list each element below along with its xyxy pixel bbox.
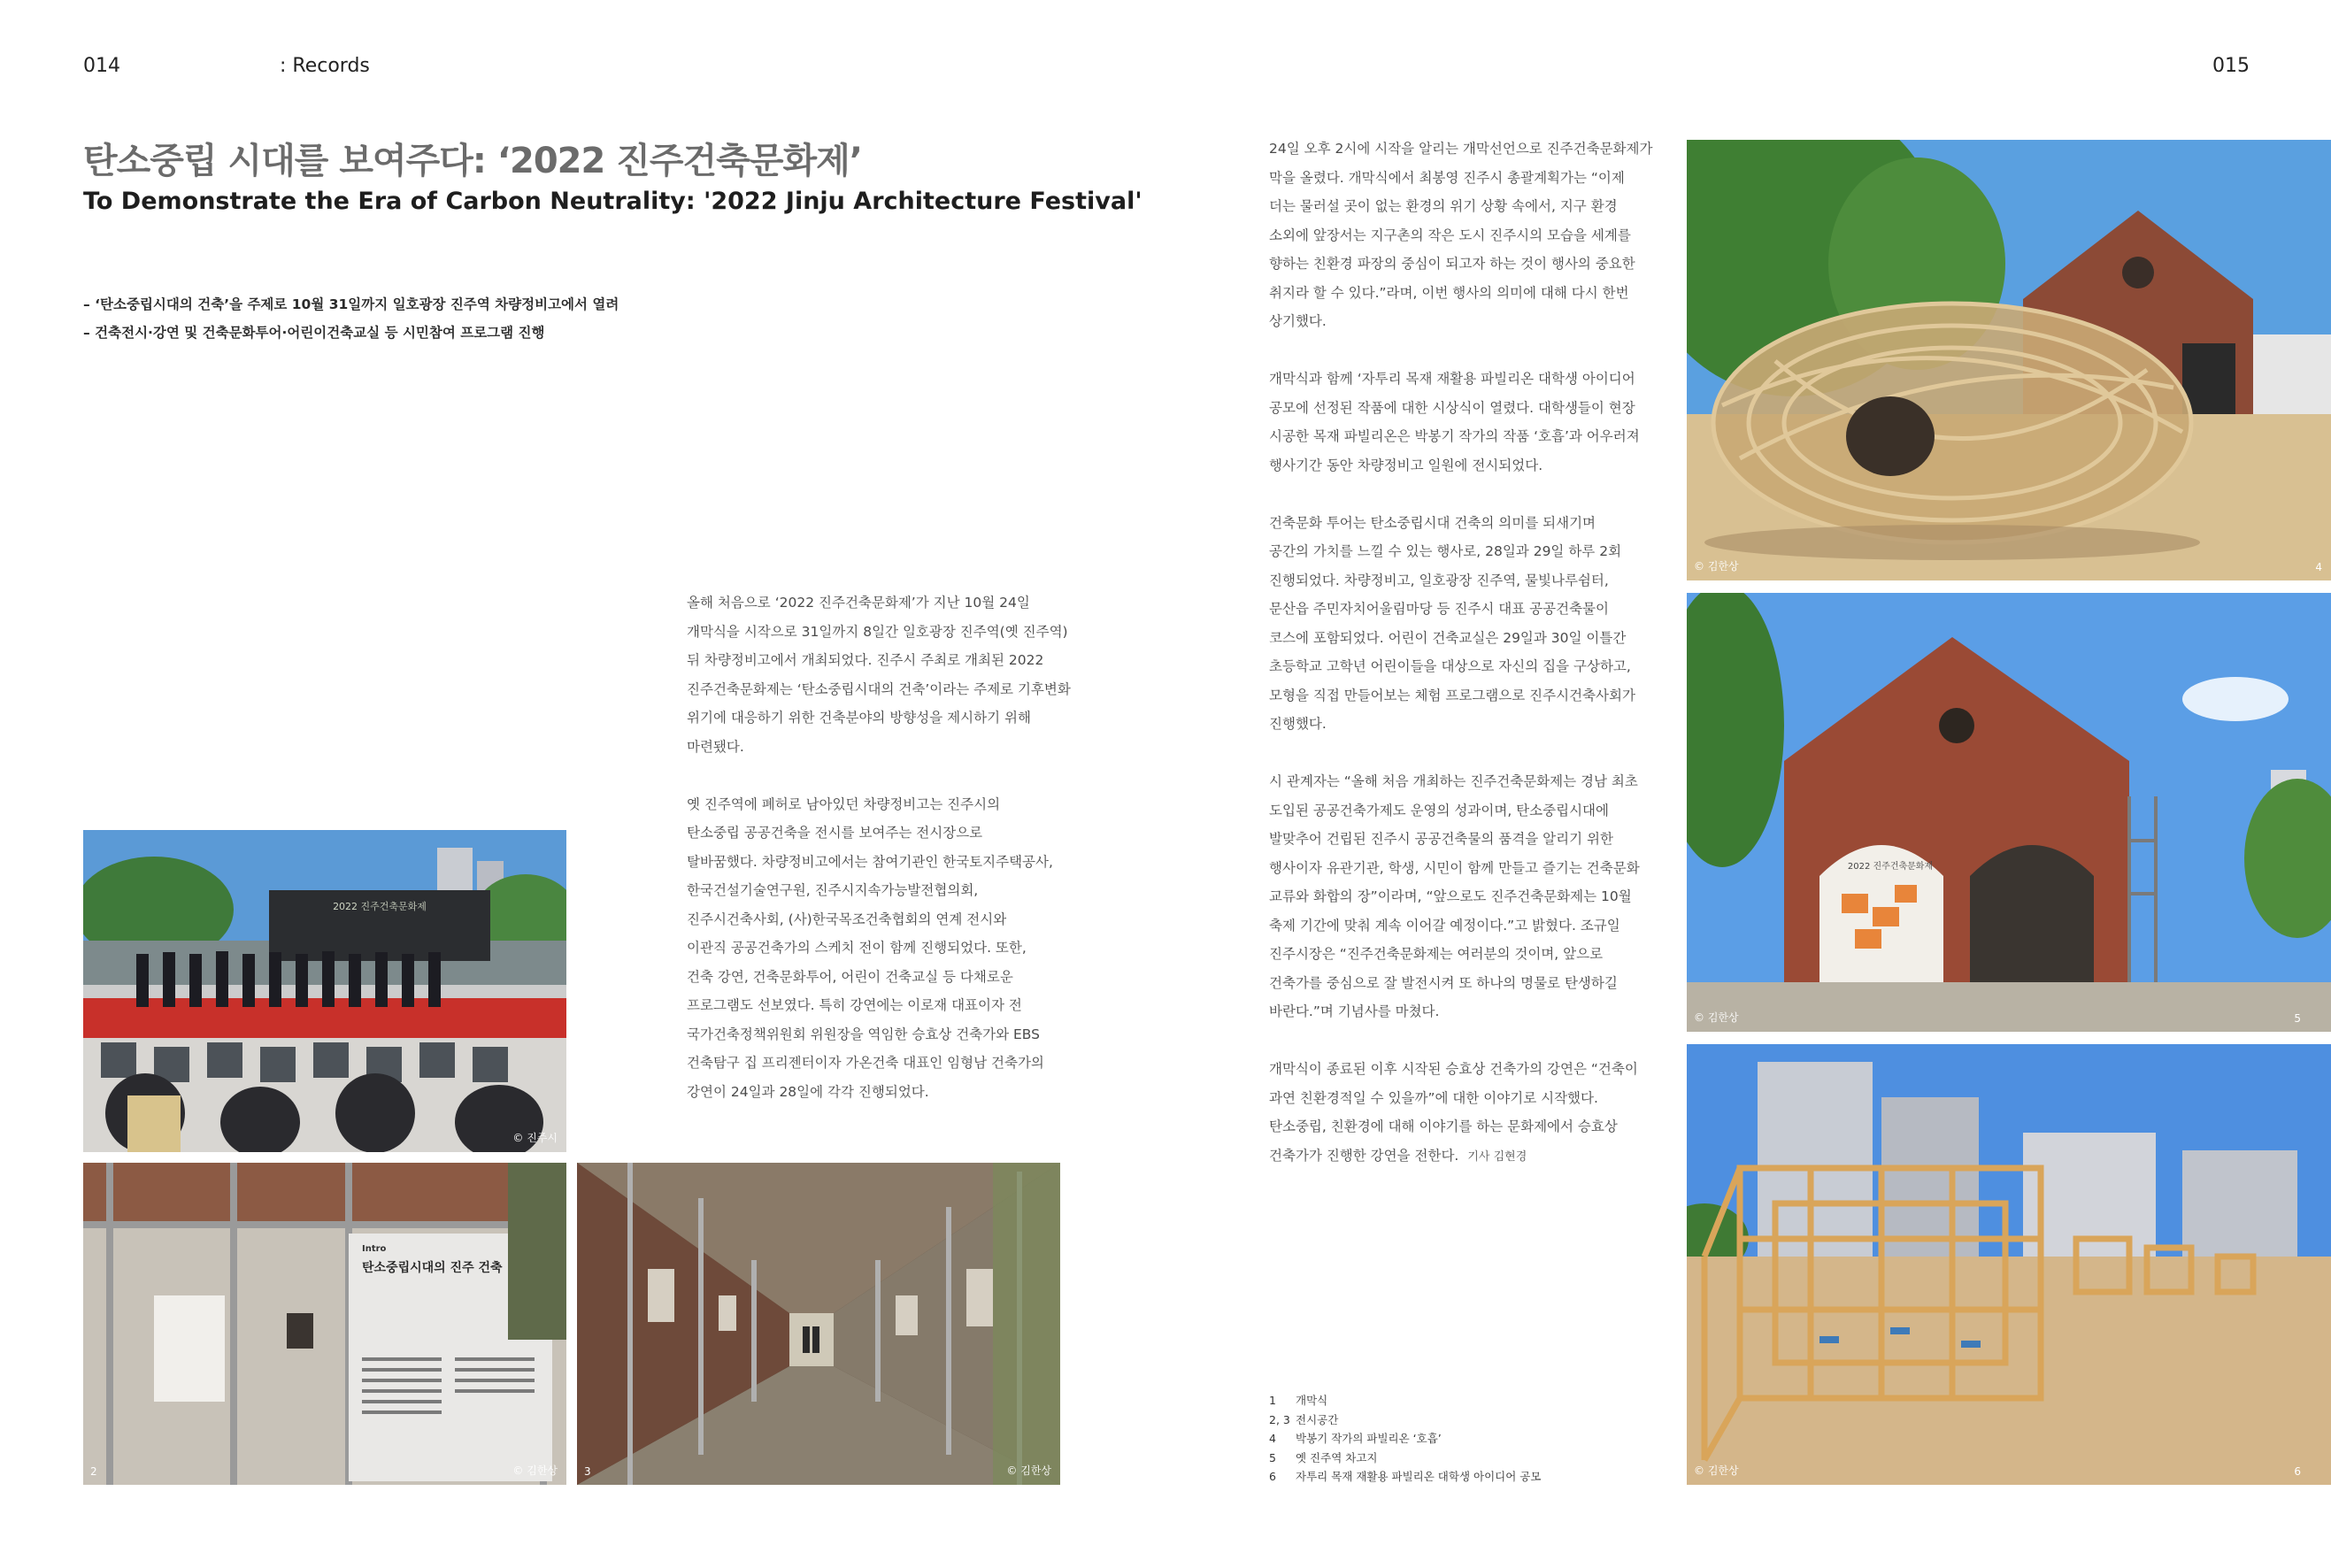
photo-2-credit: © 김한상 bbox=[512, 1464, 558, 1477]
body-line: 이관직 공공건축가의 스케치 전이 함께 진행되었다. 또한, bbox=[687, 940, 1027, 956]
body-paragraph bbox=[1269, 1055, 1652, 1172]
body-line: 과연 친환경적일 수 있을까”에 대한 이야기로 시작했다. bbox=[1269, 1089, 1598, 1106]
body-line: 한국건설기술연구원, 진주시지속가능발전협의회, bbox=[687, 882, 979, 898]
caption-item: 2, 3 전시공간 bbox=[1269, 1412, 1339, 1426]
body-line: 진주건축문화제는 ‘탄소중립시대의 건축’이라는 주제로 기후변화 bbox=[687, 680, 1071, 697]
body-line: 개막식을 시작으로 31일까지 8일간 일호광장 진주역(옛 진주역) bbox=[687, 623, 1068, 640]
body-paragraph bbox=[1269, 767, 1652, 1026]
body-line: 막을 올렸다. 개막식에서 최봉영 진주시 총괄계획가는 “이제 bbox=[1269, 169, 1625, 186]
body-line: 소외에 앞장서는 지구촌의 작은 도시 진주시의 모습을 세계를 bbox=[1269, 227, 1631, 243]
body-line: 교류와 화합의 장”이라며, “앞으로도 진주건축문화제는 10월 bbox=[1269, 888, 1632, 904]
body-line: 마련됐다. bbox=[687, 738, 744, 755]
body-column-right bbox=[1269, 135, 1652, 1201]
body-paragraph bbox=[1269, 365, 1652, 480]
photo-exhibition-panel bbox=[83, 1163, 566, 1485]
summary-list bbox=[83, 290, 619, 347]
body-line: 탄소중립, 친환경에 대해 이야기를 하는 문화제에서 승효상 bbox=[1269, 1118, 1618, 1134]
body-line: 개막식이 종료된 이후 시작된 승효상 건축가의 강연은 “건축이 bbox=[1269, 1061, 1638, 1077]
body-line: 건축탐구 집 프리젠터이자 가온건축 대표인 임형남 건축가의 bbox=[687, 1055, 1044, 1071]
caption-item: 4 박봉기 작가의 파빌리온 ‘호흡’ bbox=[1269, 1432, 1442, 1445]
body-line: 공간의 가치를 느낄 수 있는 행사로, 28일과 29일 하루 2회 bbox=[1269, 543, 1622, 559]
photo-1-credit: © 진주시 bbox=[512, 1132, 558, 1144]
photo-5-number: 5 bbox=[2294, 1012, 2301, 1025]
body-line: 향하는 친환경 파장의 중심이 되고자 하는 것이 행사의 중요한 bbox=[1269, 256, 1635, 272]
caption-item: 5 옛 진주역 차고지 bbox=[1269, 1450, 1378, 1464]
left-page-number: 014 bbox=[83, 55, 120, 77]
body-line: 도입된 공공건축가제도 운영의 성과이며, 탄소중립시대에 bbox=[1269, 802, 1609, 819]
photo-exhibition-corridor bbox=[577, 1163, 1060, 1485]
body-line: 강연이 24일과 28일에 각각 진행되었다. bbox=[687, 1083, 929, 1100]
body-line: 공모에 선정된 작품에 대한 시상식이 열렸다. 대학생들이 현장 bbox=[1269, 399, 1635, 416]
body-line: 시 관계자는 “올해 처음 개최하는 진주건축문화제는 경남 최초 bbox=[1269, 773, 1638, 789]
body-line: 진행되었다. 차량정비고, 일호광장 진주역, 물빛나루쉼터, bbox=[1269, 572, 1609, 588]
body-line: 건축가를 중심으로 잘 발전시켜 또 하나의 명물로 탄생하길 bbox=[1269, 974, 1618, 991]
body-paragraph bbox=[687, 588, 1071, 761]
body-line: 탄소중립 공공건축을 전시를 보여주는 전시장으로 bbox=[687, 825, 983, 841]
title-english: To Demonstrate the Era of Carbon Neutrality: '2022 Jinju Architecture Festival' bbox=[83, 188, 1142, 215]
photo-4-number: 4 bbox=[2315, 561, 2322, 573]
body-line: 프로그램도 선보였다. 특히 강연에는 이로재 대표이자 전 bbox=[687, 997, 1022, 1013]
body-line: 뒤 차량정비고에서 개최되었다. 진주시 주최로 개최된 2022 bbox=[687, 652, 1044, 668]
body-line: 취지라 할 수 있다.”라며, 이번 행사의 의미에 대해 다시 한번 bbox=[1269, 284, 1629, 301]
title-korean: 탄소중립 시대를 보여주다: ‘2022 진주건축문화제’ bbox=[83, 141, 862, 181]
panel-title: 탄소중립시대의 진주 건축 bbox=[362, 1261, 503, 1275]
photo-pavilion-breath bbox=[1687, 140, 2331, 580]
body-line: 국가건축정책위원회 위원장을 역임한 승효상 건축가와 EBS bbox=[687, 1026, 1041, 1042]
body-line: 옛 진주역에 폐허로 남아있던 차량정비고는 진주시의 bbox=[687, 796, 1001, 812]
section-label: : Records bbox=[280, 55, 370, 77]
body-line: 건축문화 투어는 탄소중립시대 건축의 의미를 되새기며 bbox=[1269, 514, 1596, 531]
body-line: 상기했다. bbox=[1269, 313, 1327, 329]
body-paragraph bbox=[687, 790, 1071, 1107]
photo-4-credit: © 김한상 bbox=[1694, 560, 1739, 573]
ceremony-banner-text: 2022 진주건축문화제 bbox=[333, 901, 427, 912]
photo-6-number: 6 bbox=[2294, 1465, 2301, 1478]
caption-item: 1 개막식 bbox=[1269, 1394, 1328, 1407]
body-line: 시공한 목재 파빌리온은 박봉기 작가의 작품 ‘호흡’과 어우러져 bbox=[1269, 428, 1640, 444]
photo-6-credit: © 김한상 bbox=[1694, 1464, 1739, 1477]
body-line: 행사이자 유관기관, 학생, 시민이 함께 만들고 즐기는 건축문화 bbox=[1269, 859, 1640, 876]
body-line: 24일 오후 2시에 시작을 알리는 개막선언으로 진주건축문화제가 bbox=[1269, 141, 1653, 157]
photo-3-credit: © 김한상 bbox=[1006, 1464, 1051, 1477]
photo-timber-pavilion bbox=[1687, 1044, 2331, 1485]
body-line: 바란다.”며 기념사를 마쳤다. bbox=[1269, 1003, 1440, 1019]
body-line: 올해 처음으로 ‘2022 진주건축문화제’가 지난 10월 24일 bbox=[687, 595, 1030, 611]
body-line: 초등학교 고학년 어린이들을 대상으로 자신의 집을 구상하고, bbox=[1269, 658, 1631, 674]
photo-3-number: 3 bbox=[584, 1465, 591, 1478]
body-line: 탈바꿈했다. 차량정비고에서는 참여기관인 한국토지주택공사, bbox=[687, 853, 1053, 870]
caption-item: 6 자투리 목재 재활용 파빌리온 대학생 아이디어 공모 bbox=[1269, 1470, 1542, 1483]
photo-2-number: 2 bbox=[90, 1465, 97, 1478]
body-line: 문산읍 주민자치어울림마당 등 진주시 대표 공공건축물이 bbox=[1269, 601, 1609, 617]
body-paragraph bbox=[1269, 509, 1652, 739]
depot-banner-text: 2022 진주건축문화제 bbox=[1847, 862, 1934, 872]
panel-intro-label: Intro bbox=[362, 1244, 387, 1254]
body-line: 개막식과 함께 ‘자투리 목재 재활용 파빌리온 대학생 아이디어 bbox=[1269, 371, 1635, 387]
photo-captions bbox=[1269, 1391, 1541, 1487]
body-line: 발맞추어 건립된 진주시 공공건축물의 품격을 알리기 위한 bbox=[1269, 831, 1613, 847]
photo-old-depot bbox=[1687, 593, 2331, 1032]
body-line: 진행했다. bbox=[1269, 716, 1327, 732]
body-line: 위기에 대응하기 위한 건축분야의 방향성을 제시하기 위해 bbox=[687, 710, 1031, 726]
byline: 기사 김현경 bbox=[1467, 1149, 1527, 1164]
photo-5-credit: © 김한상 bbox=[1694, 1011, 1739, 1024]
right-page-number: 015 bbox=[2212, 55, 2250, 77]
body-line: 진주시장은 “진주건축문화제는 여러분의 것이며, 앞으로 bbox=[1269, 946, 1604, 962]
body-line: 건축 강연, 건축문화투어, 어린이 건축교실 등 다채로운 bbox=[687, 968, 1013, 985]
body-line: 진주시건축사회, (사)한국목조건축협회의 연계 전시와 bbox=[687, 911, 1007, 927]
body-paragraph bbox=[1269, 135, 1652, 336]
body-column-left bbox=[687, 588, 1071, 1135]
body-line: 행사기간 동안 차량정비고 일원에 전시되었다. bbox=[1269, 457, 1543, 473]
body-line: 축제 기간에 맞춰 계속 이어갈 예정이다.”고 밝혔다. 조규일 bbox=[1269, 917, 1620, 934]
body-line: 더는 물러설 곳이 없는 환경의 위기 상황 속에서, 지구 환경 bbox=[1269, 198, 1618, 214]
summary-item: – ‘탄소중립시대의 건축’을 주제로 10월 31일까지 일호광장 진주역 차량정비고에서 열려 bbox=[83, 296, 619, 312]
photo-opening-ceremony bbox=[83, 830, 566, 1152]
summary-item: – 건축전시·강연 및 건축문화투어·어린이건축교실 등 시민참여 프로그램 진행 bbox=[83, 325, 545, 341]
body-line: 건축가가 진행한 강연을 전한다. bbox=[1269, 1147, 1459, 1164]
body-line: 코스에 포함되었다. 어린이 건축교실은 29일과 30일 이틀간 bbox=[1269, 629, 1627, 646]
body-line: 모형을 직접 만들어보는 체험 프로그램으로 진주시건축사회가 bbox=[1269, 687, 1635, 703]
